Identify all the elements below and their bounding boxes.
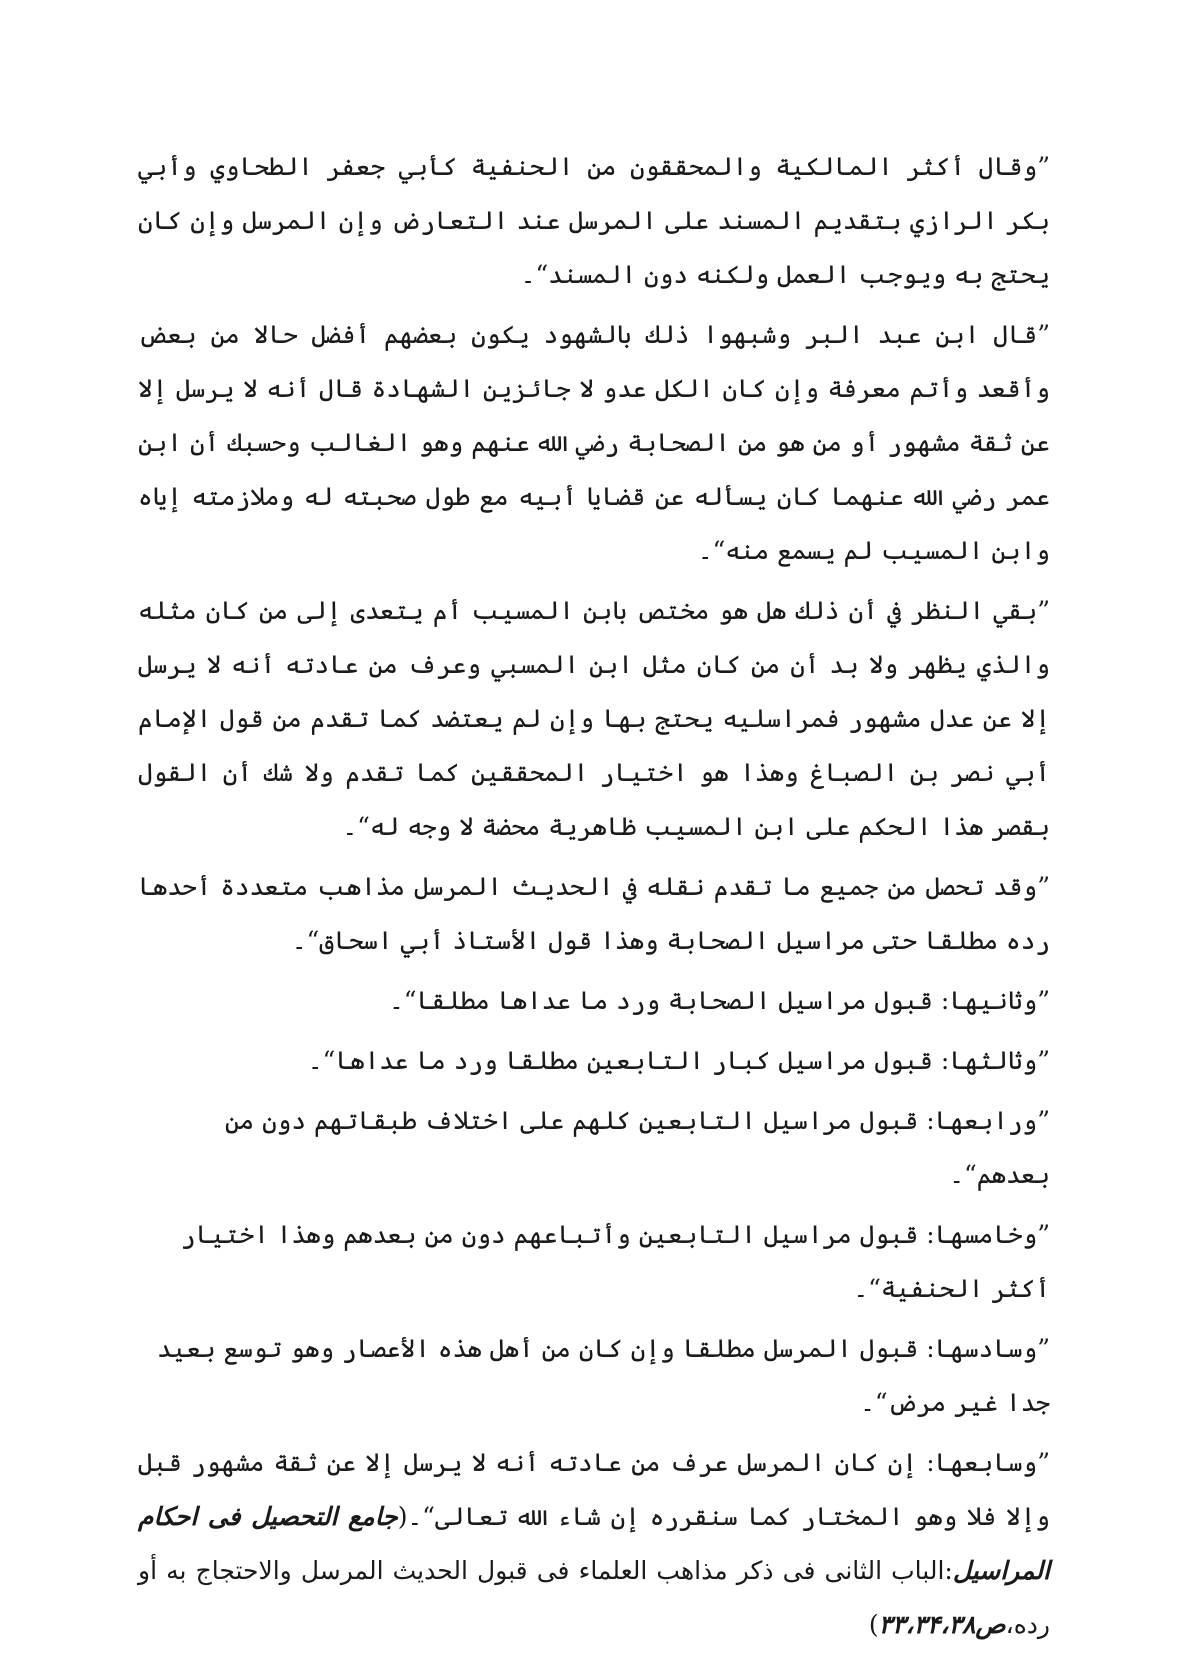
chapter-reference: :الباب الثانی فی ذکر مذاهب العلماء فی قبول الحديث المرسل والاحتجاج به أو رده، — [138, 1556, 1050, 1639]
paragraph-3: ”بقي النظر في أن ذلك هل هو مختص بابن المسيب أم يتعدى إلى من كان مثله والذي يظهر ولا بد أن من كان مثل ابن المسبي وعرف من عادته أنه لا يرسل إلا عن عدل مشهور فمراسليه يحتج بها وإن لم يعتضد كما تقدم من قول الإمام أبي نصر بن الصباغ وهذا هو اختيار المحققين كما تقدم ولا شك أن القول بقصر هذا الحكم على ابن المسيب ظاهرية محضة لا وجه له“۔ — [138, 596, 1050, 841]
citation-lead-text: ”وسابعها: إن كان المرسل عرف من عادته أنه لا يرسل إلا عن ثقة مشهور قبل وإلا فلا وهو المختار كما سنقرره إن شاء الله تعالى“۔( — [138, 1448, 1050, 1531]
paragraph-2: ”قال ابن عبد البر وشبهوا ذلك بالشهود يكون بعضهم أفضل حالا من بعض وأقعد وأتم معرفة وإن كان الكل عدو لا جائزين الشهادة قال أنه لا يرسل إلا عن ثقة مشهور أو من هو من الصحابة رضي الله عنهم وهو الغالب وحسبك أن ابن عمر رضي الله عنهما كان يسأله عن قضايا أبيه مع طول صحبته له وملازمته إياه وابن المسيب لم يسمع منه“۔ — [138, 320, 1050, 565]
paragraph-8: ”وخامسها: قبول مراسيل التابعين وأتباعهم دون من بعدهم وهذا اختيار أكثر الحنفية“۔ — [180, 1220, 1050, 1303]
page-reference: ص۳۳،۳۴،۳۸ — [878, 1610, 1006, 1639]
paragraph-9: ”وسادسها: قبول المرسل مطلقا وإن كان من أهل هذه الأعصار وهو توسع بعيد جدا غير مرض“۔ — [157, 1334, 1050, 1417]
paragraph-10-citation — [138, 1436, 1050, 1652]
closing-bracket: ) — [868, 1610, 879, 1639]
paragraph-5: ”وثانيها: قبول مراسيل الصحابة ورد ما عداها مطلقا“۔ — [389, 986, 1050, 1015]
paragraph-7: ”ورابعها: قبول مراسيل التابعين كلهم على اختلاف طبقاتهم دون من بعدهم“۔ — [224, 1106, 1050, 1189]
book-title: جامع التحصيل فی احکام المراسیل — [138, 1502, 1050, 1585]
document-page — [138, 140, 1050, 1658]
paragraph-4: ”وقد تحصل من جميع ما تقدم نقله في الحديث المرسل مذاهب متعددة أحدها رده مطلقا حتى مراسيل الصحابة وهذا قول الأستاذ أبي اسحاق“۔ — [138, 872, 1050, 955]
paragraph-1: ”وقال أكثر المالكية والمحققون من الحنفية كأبي جعفر الطحاوي وأبي بكر الرازي بتقديم المسند على المرسل عند التعارض وإن المرسل وإن كان يحتج به ويوجب العمل ولكنه دون المسند“۔ — [138, 152, 1050, 289]
paragraph-6: ”وثالثها: قبول مراسيل كبار التابعين مطلقا ورد ما عداها“۔ — [307, 1046, 1050, 1075]
